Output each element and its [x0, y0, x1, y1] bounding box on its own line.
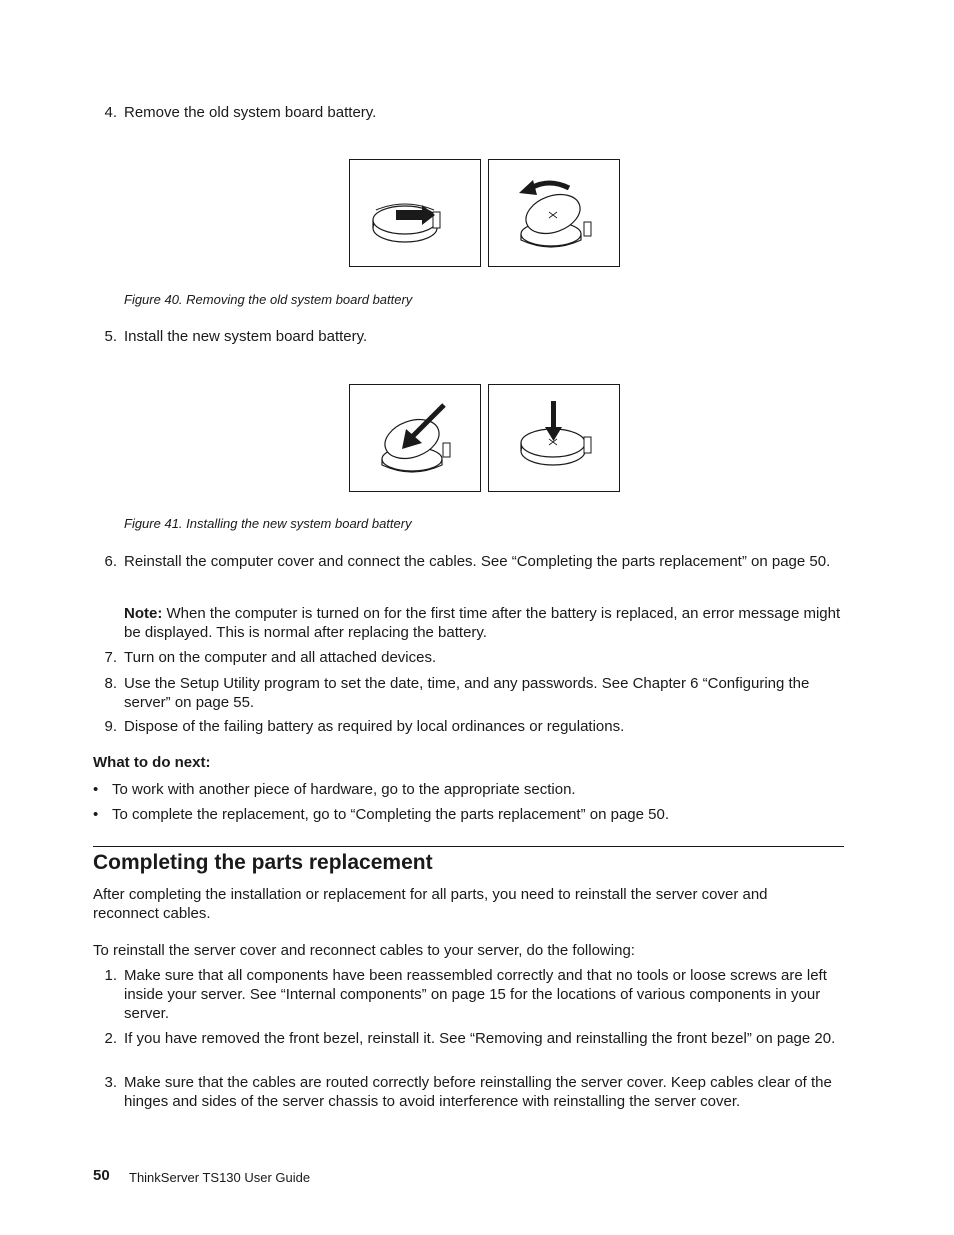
- step-text: Turn on the computer and all attached devices.: [124, 649, 437, 666]
- figure-41-caption: Figure 41. Installing the new system board battery: [124, 516, 412, 531]
- what-next-heading: What to do next:: [93, 754, 211, 771]
- step-number: 8.: [104, 675, 117, 692]
- bullet-text: To complete the replacement, go to “Completing the parts replacement” on page 50.: [112, 806, 669, 823]
- step-number: 4.: [104, 104, 117, 121]
- bullet-dot: •: [93, 806, 99, 823]
- step-number: 7.: [104, 649, 117, 666]
- step-number: 6.: [104, 553, 117, 570]
- step-5: [93, 327, 853, 346]
- step-9: [93, 717, 853, 736]
- figure-40-right-battery-lift: [488, 159, 620, 267]
- what-next-bullet: [93, 780, 853, 799]
- figure-40-left-battery-slide: [349, 159, 481, 267]
- step-text: If you have removed the front bezel, reinstall it. See “Removing and reinstalling the front bezel” on page 20.: [124, 1030, 836, 1047]
- section-step-3: [93, 1073, 853, 1111]
- section-step-1: [93, 966, 853, 1023]
- step-8: [93, 674, 853, 712]
- step-7: [93, 648, 853, 667]
- step-number: 1.: [104, 967, 117, 984]
- step-text: Reinstall the computer cover and connect the cables. See “Completing the parts replacement” on page 50.: [124, 553, 831, 570]
- step-number: 5.: [104, 328, 117, 345]
- step-4: [93, 103, 853, 122]
- step-text: Make sure that all components have been reassembled correctly and that no tools or loose screws are left inside your server. See “Internal components” on page 15 for the locations of various components in your server.: [124, 967, 827, 1022]
- section-instruction-paragraph: To reinstall the server cover and reconnect cables to your server, do the following:: [93, 942, 635, 959]
- bullet-text: To work with another piece of hardware, go to the appropriate section.: [112, 781, 576, 798]
- section-heading: Completing the parts replacement: [93, 851, 433, 874]
- footer-title: ThinkServer TS130 User Guide: [129, 1170, 311, 1185]
- step-text: Use the Setup Utility program to set the date, time, and any passwords. See Chapter 6 “Configuring the server” on page 55.: [124, 675, 810, 711]
- note-label: Note:: [124, 605, 163, 622]
- step-number: 9.: [104, 718, 117, 735]
- section-intro-paragraph: After completing the installation or replacement for all parts, you need to reinstall the server cover and reconnect cables.: [93, 886, 768, 922]
- bullet-dot: •: [93, 781, 99, 798]
- step-text: Remove the old system board battery.: [124, 104, 377, 121]
- page-number: 50: [93, 1167, 110, 1184]
- section-step-2: [93, 1029, 853, 1048]
- step-text: Dispose of the failing battery as required by local ordinances or regulations.: [124, 718, 625, 735]
- what-next-bullet: [93, 805, 853, 824]
- step-text: Install the new system board battery.: [124, 328, 368, 345]
- section-divider: [93, 846, 844, 847]
- note-text: When the computer is turned on for the first time after the battery is replaced, an error message might be displayed. This is normal after replacing the battery.: [124, 605, 841, 641]
- step-number: 3.: [104, 1074, 117, 1091]
- figure-41-left-battery-insert: [349, 384, 481, 492]
- note: [124, 604, 849, 642]
- step-number: 2.: [104, 1030, 117, 1047]
- step-6: [93, 552, 853, 571]
- step-text: Make sure that the cables are routed correctly before reinstalling the server cover. Keep cables clear of the hinges and sides of the server chassis to avoid interference with reinstalling the server cover.: [124, 1074, 832, 1110]
- figure-41-right-battery-press: [488, 384, 620, 492]
- figure-40-caption: Figure 40. Removing the old system board battery: [124, 292, 413, 307]
